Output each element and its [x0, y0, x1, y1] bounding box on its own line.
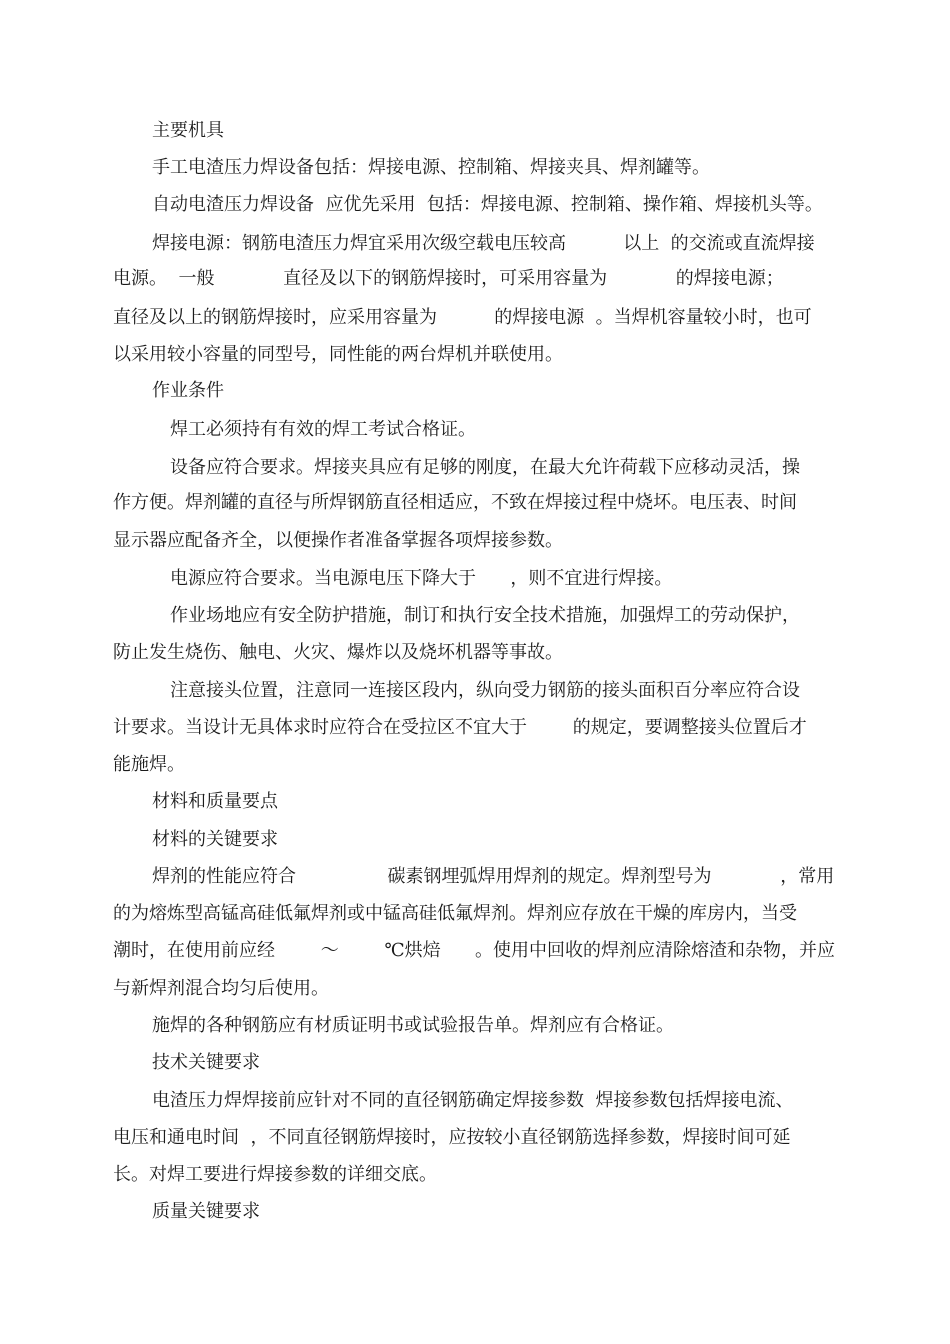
heading-materials-quality: 材料和质量要点 — [152, 791, 278, 812]
paragraph-line: 自动电渣压力焊设备 应优先采用 包括：焊接电源、控制箱、操作箱、焊接机头等。 — [152, 194, 823, 215]
heading-material-requirements: 材料的关键要求 — [152, 829, 278, 850]
paragraph-line: 能施焊。 — [113, 754, 185, 775]
paragraph-line: 焊剂的性能应符合 碳素钢埋弧焊用焊剂的规定。焊剂型号为 ，常用 — [152, 866, 835, 887]
paragraph-line: 电源应符合要求。当电源电压下降大于 ，则不宜进行焊接。 — [170, 568, 673, 589]
paragraph-line: 作方便。焊剂罐的直径与所焊钢筋直径相适应，不致在焊接过程中烧坏。电压表、时间 — [113, 492, 797, 513]
paragraph-line: 设备应符合要求。焊接夹具应有足够的刚度，在最大允许荷载下应移动灵活，操 — [170, 457, 800, 478]
paragraph-line: 电压和通电时间 ，不同直径钢筋焊接时，应按较小直径钢筋选择参数，焊接时间可延 — [113, 1127, 791, 1148]
paragraph-line: 显示器应配备齐全，以便操作者准备掌握各项焊接参数。 — [113, 530, 563, 551]
paragraph-line: 注意接头位置，注意同一连接区段内，纵向受力钢筋的接头面积百分率应符合设 — [170, 680, 800, 701]
paragraph-line: 与新焊剂混合均匀后使用。 — [113, 978, 329, 999]
paragraph-line: 长。对焊工要进行焊接参数的详细交底。 — [113, 1164, 437, 1185]
paragraph-line: 手工电渣压力焊设备包括：焊接电源、控制箱、焊接夹具、焊剂罐等。 — [152, 157, 710, 178]
paragraph-line: 焊工必须持有有效的焊工考试合格证。 — [170, 419, 476, 440]
paragraph-line: 直径及以上的钢筋焊接时，应采用容量为 的焊接电源 。当焊机容量较小时，也可 — [113, 307, 812, 328]
paragraph-line: 电渣压力焊焊接前应针对不同的直径钢筋确定焊接参数 焊接参数包括焊接电流、 — [152, 1090, 794, 1111]
paragraph-line: 电源。 一般 直径及以下的钢筋焊接时，可采用容量为 的焊接电源； — [113, 268, 784, 289]
heading-quality-requirements: 质量关键要求 — [152, 1201, 260, 1222]
paragraph-line: 焊接电源：钢筋电渣压力焊宜采用次级空载电压较高 以上 的交流或直流焊接 — [152, 233, 815, 254]
paragraph-line: 计要求。当设计无具体求时应符合在受拉区不宜大于 的规定，要调整接头位置后才 — [113, 717, 807, 738]
paragraph-line: 以采用较小容量的同型号，同性能的两台焊机并联使用。 — [113, 344, 563, 365]
heading-main-equipment: 主要机具 — [152, 120, 224, 141]
heading-work-conditions: 作业条件 — [152, 380, 224, 401]
paragraph-line: 的为熔炼型高锰高硅低氟焊剂或中锰高硅低氟焊剂。焊剂应存放在干燥的库房内，当受 — [113, 903, 797, 924]
paragraph-line: 作业场地应有安全防护措施，制订和执行安全技术措施，加强焊工的劳动保护， — [170, 605, 800, 626]
paragraph-line: 施焊的各种钢筋应有材质证明书或试验报告单。焊剂应有合格证。 — [152, 1015, 674, 1036]
paragraph-line: 潮时，在使用前应经 ～ ℃烘焙 。使用中回收的焊剂应清除熔渣和杂物，并应 — [113, 940, 836, 961]
heading-technical-requirements: 技术关键要求 — [152, 1052, 260, 1073]
paragraph-line: 防止发生烧伤、触电、火灾、爆炸以及烧坏机器等事故。 — [113, 642, 563, 663]
